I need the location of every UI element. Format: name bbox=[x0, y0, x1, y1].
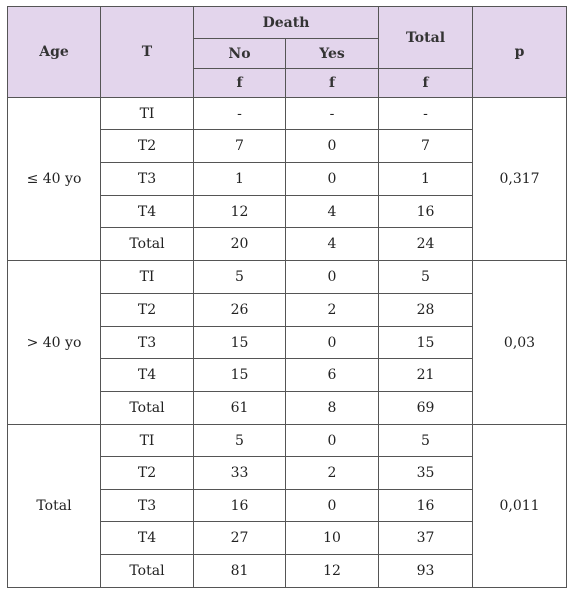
total-cell: 35 bbox=[379, 457, 473, 490]
death-yes-cell: 10 bbox=[286, 522, 379, 555]
death-no-cell: 20 bbox=[194, 228, 286, 261]
t-cell: T4 bbox=[101, 196, 194, 228]
t-cell: TI bbox=[101, 261, 194, 294]
header-age: Age bbox=[8, 7, 101, 98]
total-cell: 5 bbox=[379, 261, 473, 294]
table-row bbox=[8, 98, 567, 130]
death-no-cell: 7 bbox=[194, 130, 286, 163]
header-death: Death bbox=[194, 7, 379, 39]
header-t: T bbox=[101, 7, 194, 98]
death-yes-cell: 0 bbox=[286, 163, 379, 196]
death-yes-cell: 12 bbox=[286, 555, 379, 588]
death-yes-cell: - bbox=[286, 98, 379, 130]
total-cell: 93 bbox=[379, 555, 473, 588]
t-cell: T4 bbox=[101, 522, 194, 555]
t-cell: Total bbox=[101, 392, 194, 425]
header-no: No bbox=[194, 39, 286, 69]
death-no-cell: 5 bbox=[194, 425, 286, 457]
t-cell: T2 bbox=[101, 294, 194, 327]
age-group-cell: ≤ 40 yo bbox=[8, 98, 101, 261]
death-no-cell: 12 bbox=[194, 196, 286, 228]
total-cell: 16 bbox=[379, 196, 473, 228]
total-cell: 28 bbox=[379, 294, 473, 327]
death-yes-cell: 0 bbox=[286, 425, 379, 457]
t-cell: T3 bbox=[101, 327, 194, 359]
p-value-cell: 0,317 bbox=[473, 98, 567, 261]
total-cell: 69 bbox=[379, 392, 473, 425]
p-value-cell: 0,03 bbox=[473, 261, 567, 425]
death-by-age-table bbox=[7, 6, 567, 588]
header-yes: Yes bbox=[286, 39, 379, 69]
death-yes-cell: 8 bbox=[286, 392, 379, 425]
death-yes-cell: 4 bbox=[286, 196, 379, 228]
t-cell: Total bbox=[101, 228, 194, 261]
header-f-no: f bbox=[194, 69, 286, 98]
age-group-cell: Total bbox=[8, 425, 101, 588]
header-f-total: f bbox=[379, 69, 473, 98]
total-cell: 16 bbox=[379, 490, 473, 522]
t-cell: T3 bbox=[101, 163, 194, 196]
death-yes-cell: 0 bbox=[286, 130, 379, 163]
death-yes-cell: 6 bbox=[286, 359, 379, 392]
death-yes-cell: 0 bbox=[286, 261, 379, 294]
t-cell: TI bbox=[101, 425, 194, 457]
total-cell: 24 bbox=[379, 228, 473, 261]
death-no-cell: 15 bbox=[194, 327, 286, 359]
death-yes-cell: 2 bbox=[286, 294, 379, 327]
total-cell: 21 bbox=[379, 359, 473, 392]
death-yes-cell: 2 bbox=[286, 457, 379, 490]
header-p: p bbox=[473, 7, 567, 98]
death-no-cell: 61 bbox=[194, 392, 286, 425]
death-no-cell: 33 bbox=[194, 457, 286, 490]
header-total: Total bbox=[379, 7, 473, 69]
death-no-cell: 81 bbox=[194, 555, 286, 588]
total-cell: 5 bbox=[379, 425, 473, 457]
t-cell: T2 bbox=[101, 457, 194, 490]
death-no-cell: 16 bbox=[194, 490, 286, 522]
age-group-cell: > 40 yo bbox=[8, 261, 101, 425]
table-header bbox=[8, 7, 567, 98]
death-no-cell: 5 bbox=[194, 261, 286, 294]
header-f-yes: f bbox=[286, 69, 379, 98]
t-cell: T4 bbox=[101, 359, 194, 392]
t-cell: T2 bbox=[101, 130, 194, 163]
death-no-cell: 1 bbox=[194, 163, 286, 196]
total-cell: - bbox=[379, 98, 473, 130]
p-value-cell: 0,011 bbox=[473, 425, 567, 588]
table-row bbox=[8, 425, 567, 457]
death-no-cell: - bbox=[194, 98, 286, 130]
table-body bbox=[8, 98, 567, 588]
death-yes-cell: 4 bbox=[286, 228, 379, 261]
table-row bbox=[8, 261, 567, 294]
death-no-cell: 26 bbox=[194, 294, 286, 327]
t-cell: TI bbox=[101, 98, 194, 130]
death-no-cell: 15 bbox=[194, 359, 286, 392]
death-no-cell: 27 bbox=[194, 522, 286, 555]
death-yes-cell: 0 bbox=[286, 490, 379, 522]
total-cell: 7 bbox=[379, 130, 473, 163]
t-cell: Total bbox=[101, 555, 194, 588]
total-cell: 37 bbox=[379, 522, 473, 555]
total-cell: 1 bbox=[379, 163, 473, 196]
death-yes-cell: 0 bbox=[286, 327, 379, 359]
total-cell: 15 bbox=[379, 327, 473, 359]
t-cell: T3 bbox=[101, 490, 194, 522]
